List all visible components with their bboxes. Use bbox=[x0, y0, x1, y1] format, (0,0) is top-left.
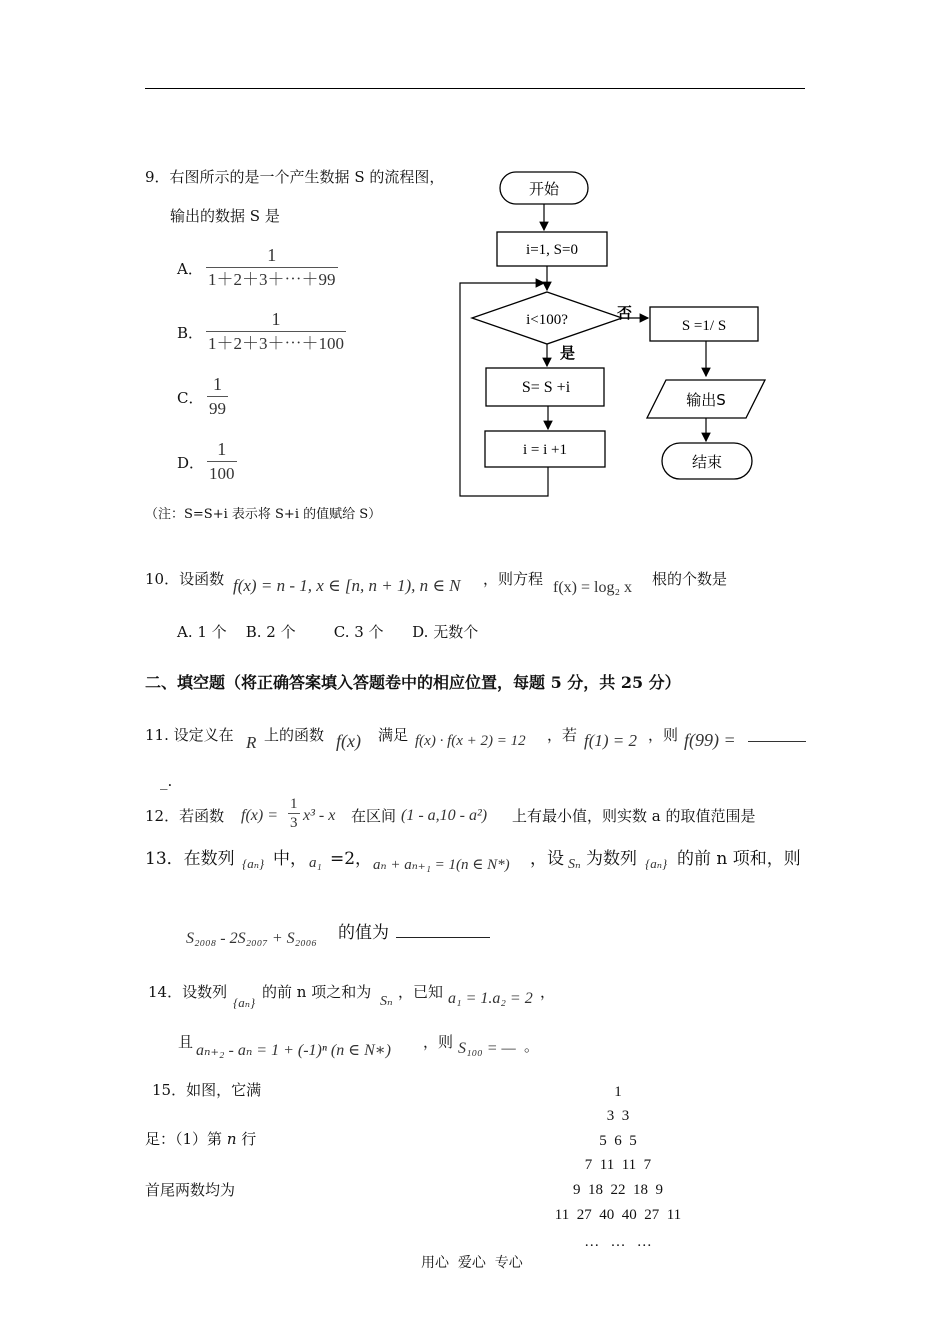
flow-start-text: 开始 bbox=[528, 180, 560, 198]
section-2-title: 二、填空题（将正确答案填入答题卷中的相应位置，每题 5 分，共 25 分） bbox=[145, 673, 681, 692]
fraction-bar bbox=[288, 813, 300, 814]
fraction-bar bbox=[207, 396, 228, 397]
triangle-row: 11 27 40 40 27 11 bbox=[554, 1207, 682, 1223]
q12-mid: 在区间 bbox=[351, 807, 397, 825]
q9-option-b-label: B． bbox=[177, 324, 204, 342]
q12-interval: (1 - a,10 - a²) bbox=[401, 807, 488, 824]
q14-sn: Sₙ bbox=[380, 994, 393, 1009]
q9-option-b-fraction bbox=[206, 309, 346, 354]
q13-tail2: 的值为 bbox=[338, 923, 389, 943]
q9-option-a-fraction bbox=[206, 245, 338, 290]
triangle-row: 1 bbox=[614, 1084, 622, 1100]
q12-function: f(x) = bbox=[241, 807, 278, 824]
q9-note: （注：S=S+i 表示将 S+i 的值赋给 S） bbox=[145, 507, 382, 522]
q14-sequence: {aₙ} bbox=[233, 995, 256, 1010]
q14-mid1: 的前 n 项之和为 bbox=[262, 983, 372, 1001]
q13-mid3: ，设 bbox=[530, 849, 564, 869]
q11-mid4: ，则 bbox=[648, 726, 679, 744]
triangle-row: 5 6 5 bbox=[599, 1133, 637, 1149]
q12-tail: 上有最小值，则实数 a 的取值范围是 bbox=[512, 807, 756, 825]
q11-condition: f(x) · f(x + 2) = 12 bbox=[415, 733, 526, 749]
q14-end: 。 bbox=[524, 1037, 540, 1055]
q12-fraction bbox=[288, 796, 300, 831]
q11-tail: _. bbox=[160, 772, 173, 790]
q9-option-b-numerator: 1 bbox=[271, 309, 281, 329]
q14-label: 14．设数列 bbox=[148, 983, 228, 1001]
q11-r: R bbox=[246, 733, 257, 752]
q12-fraction-denominator: 3 bbox=[290, 815, 298, 831]
q13-tail: 的前 n 项和，则 bbox=[677, 849, 801, 869]
q14-s100: S₁₀₀ = — bbox=[458, 1040, 516, 1057]
q13-mid1: 中， bbox=[273, 849, 307, 869]
q10-function: f(x) = n - 1, x ∈ [n, n + 1), n ∈ N bbox=[233, 576, 461, 595]
q14-relation: aₙ₊₂ - aₙ = 1 + (-1)ⁿ (n ∈ N∗) bbox=[196, 1042, 391, 1059]
q15-line2-suffix: 行 bbox=[236, 1130, 257, 1148]
flow-end-text: 结束 bbox=[691, 453, 723, 471]
q13-relation: aₙ + aₙ₊₁ = 1(n ∈ N*) bbox=[373, 857, 510, 873]
flow-condition-text: i<100? bbox=[526, 312, 568, 328]
q11-f99: f(99) = bbox=[684, 730, 736, 750]
q9-option-c-fraction bbox=[207, 374, 228, 419]
q13-sn: Sₙ bbox=[568, 857, 581, 872]
q15-line2 bbox=[145, 1128, 256, 1149]
q10-options: A. 1 个 B. 2 个 C. 3 个 D. 无数个 bbox=[177, 623, 479, 641]
q13-a1: a₁ bbox=[309, 855, 322, 871]
q15-line2-n: n bbox=[226, 1130, 237, 1148]
q12-function-rest: x³ - x bbox=[303, 807, 336, 824]
fraction-bar bbox=[206, 331, 346, 332]
q9-option-d-label: D． bbox=[177, 454, 205, 472]
flow-update-s-text: S= S +i bbox=[521, 379, 571, 396]
q13-mid2: =2， bbox=[330, 849, 373, 869]
q10-label: 10．设函数 bbox=[145, 570, 225, 588]
q11-mid1: 上的函数 bbox=[264, 726, 325, 744]
q11-f1: f(1) = 2 bbox=[584, 731, 638, 750]
q12-label: 12．若函数 bbox=[145, 807, 225, 825]
header-rule bbox=[145, 88, 805, 89]
q9-option-a-numerator: 1 bbox=[267, 245, 277, 265]
flow-no-label: 否 bbox=[617, 304, 633, 322]
triangle-row: 9 18 22 18 9 bbox=[573, 1182, 663, 1198]
triangle-row: … … … bbox=[584, 1234, 652, 1250]
q10-equation: f(x) = log₂ x bbox=[553, 579, 633, 596]
q11-answer-blank[interactable] bbox=[748, 741, 806, 742]
fraction-bar bbox=[206, 267, 338, 268]
q13-sequence-1: {aₙ} bbox=[242, 856, 265, 871]
q12-fraction-numerator: 1 bbox=[290, 796, 298, 812]
q11-label: 11. 设定义在 bbox=[145, 726, 234, 744]
q14-mid3: ，则 bbox=[423, 1033, 454, 1051]
q9-option-d-denominator: 100 bbox=[209, 464, 235, 483]
q9-option-d-numerator: 1 bbox=[217, 439, 227, 459]
q14-mid2: ，已知 bbox=[398, 983, 444, 1001]
flow-update-i-text: i = i +1 bbox=[522, 442, 568, 458]
q13-sequence-2: {aₙ} bbox=[645, 856, 668, 871]
flow-output-text: 输出S bbox=[686, 391, 726, 409]
fraction-bar bbox=[207, 461, 237, 462]
q9-option-c-label: C． bbox=[177, 389, 204, 407]
q15-line2-prefix: 足：（1）第 bbox=[145, 1130, 227, 1148]
triangle-row: 7 11 11 7 bbox=[584, 1157, 652, 1173]
q9-stem-line1: 9．右图所示的是一个产生数据 S 的流程图， bbox=[145, 168, 445, 186]
flow-init-text: i=1, S=0 bbox=[526, 242, 578, 258]
q9-option-a-denominator: 1＋2＋3＋⋯＋99 bbox=[208, 270, 336, 289]
q13-expression: S₂₀₀₈ - 2S₂₀₀₇ + S₂₀₀₆ bbox=[186, 930, 317, 947]
q14-qie: 且 bbox=[178, 1033, 194, 1051]
q11-mid2: 满足 bbox=[378, 726, 409, 744]
q9-option-c-numerator: 1 bbox=[213, 374, 222, 394]
flow-invert-text: S =1/ S bbox=[681, 318, 727, 334]
q13-label: 13．在数列 bbox=[145, 849, 235, 869]
q14-initial: a₁ = 1.a₂ = 2 bbox=[448, 990, 533, 1007]
q9-option-c-denominator: 99 bbox=[209, 399, 226, 418]
q9-option-d-fraction bbox=[207, 439, 237, 484]
q15-line1: 15．如图，它满 bbox=[152, 1081, 262, 1099]
q9-option-b-denominator: 1＋2＋3＋⋯＋100 bbox=[208, 334, 344, 353]
flow-yes-label: 是 bbox=[560, 344, 576, 362]
q15-line3: 首尾两数均为 bbox=[145, 1181, 236, 1199]
q11-fx: f(x) bbox=[336, 731, 361, 751]
triangle-row: 3 3 bbox=[606, 1108, 630, 1124]
q13-mid4: 为数列 bbox=[586, 849, 637, 869]
q13-answer-blank[interactable] bbox=[396, 937, 490, 938]
q9-option-a-label: A． bbox=[177, 260, 203, 278]
q9-stem-line2: 输出的数据 S 是 bbox=[170, 207, 280, 225]
q10-tail: 根的个数是 bbox=[652, 570, 728, 588]
flowchart bbox=[440, 160, 780, 505]
q11-mid3: ，若 bbox=[547, 726, 578, 744]
page-footer: 用心 爱心 专心 bbox=[421, 1255, 523, 1271]
q10-mid: ，则方程 bbox=[483, 570, 544, 588]
q14-comma: ， bbox=[540, 983, 556, 1001]
